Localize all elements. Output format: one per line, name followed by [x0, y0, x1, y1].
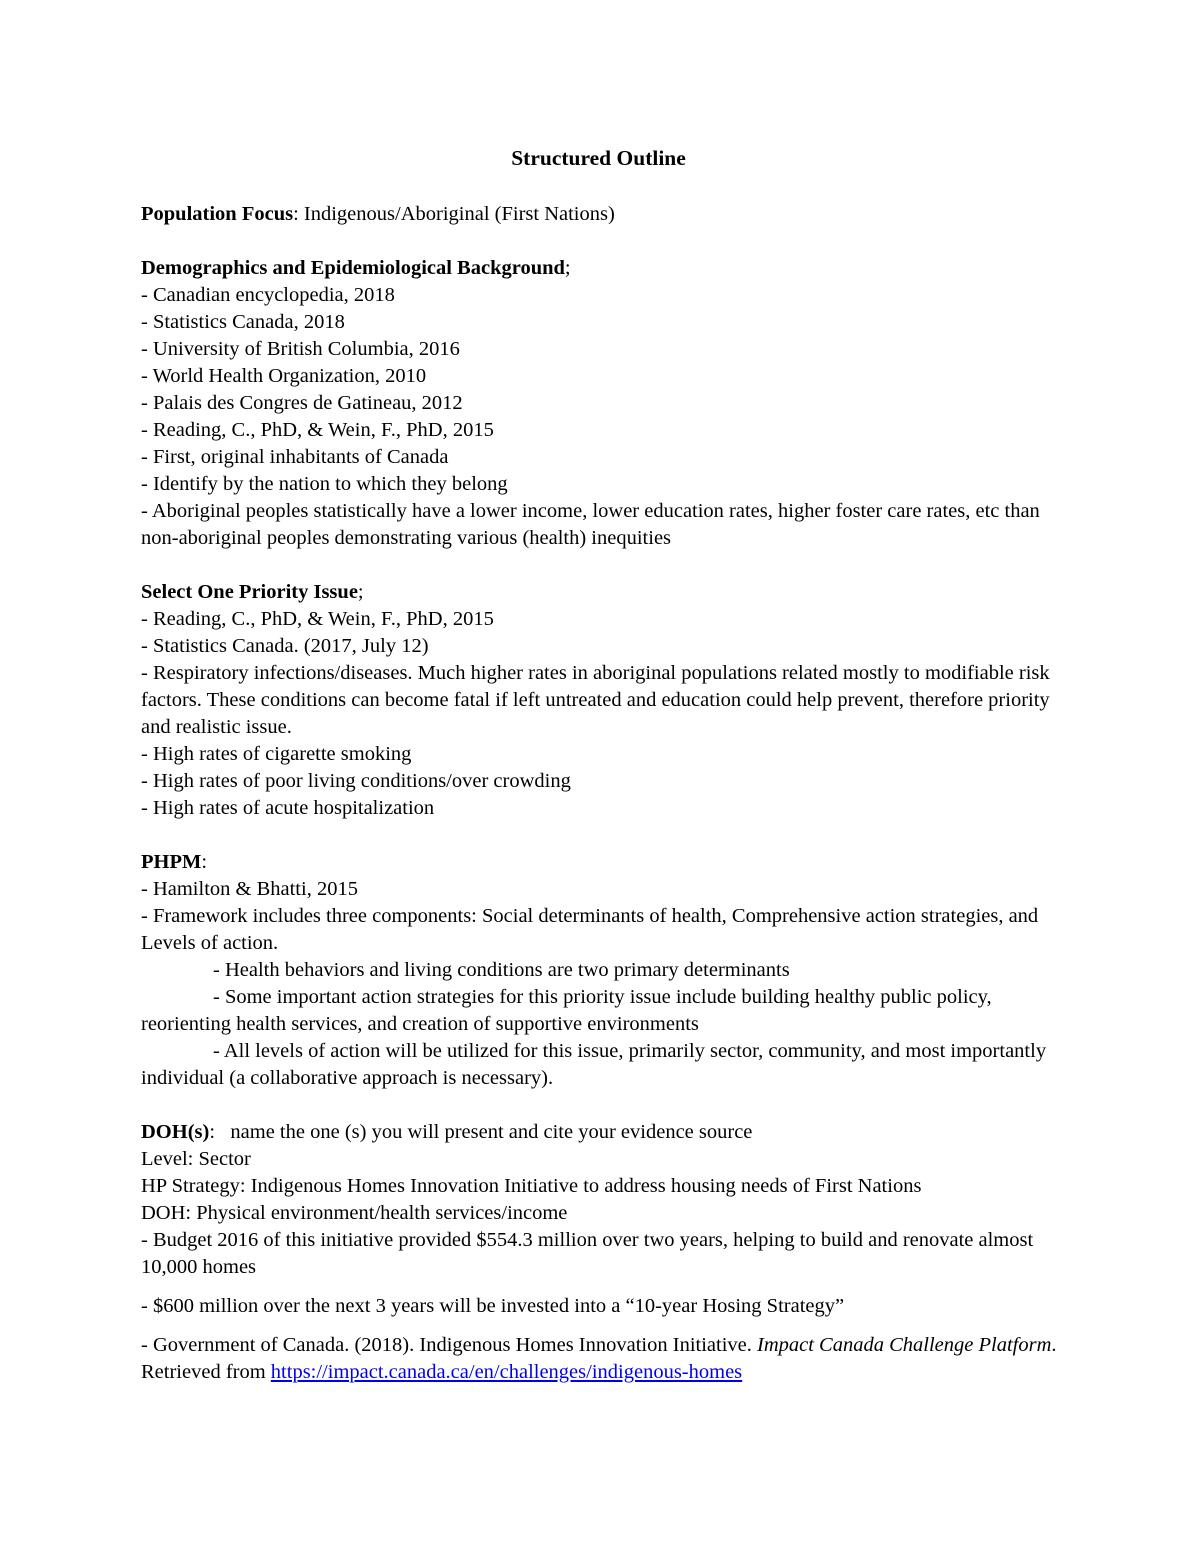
list-item: - Framework includes three components: Social determinants of health, Comprehensive action strategies, and Levels of action. — [141, 905, 1039, 954]
sub-list-item: - Health behaviors and living conditions are two primary determinants — [213, 959, 790, 981]
document-page — [141, 142, 1061, 1386]
sub-list-item: - All levels of action will be utilized for this issue, primarily sector, community, and most importantly individual (a collaborative approach is necessary). — [141, 1040, 1047, 1089]
document-title: Structured Outline — [511, 146, 686, 170]
population-focus: Population Focus: Indigenous/Aboriginal (First Nations) — [141, 203, 615, 225]
demographics-heading: Demographics and Epidemiological Background; — [141, 257, 571, 279]
doh-heading: DOH(s): name the one (s) you will present and cite your evidence source — [141, 1121, 753, 1143]
doh-prompt: name the one (s) you will present and cite your evidence source — [215, 1121, 753, 1143]
list-item: - Respiratory infections/diseases. Much higher rates in aboriginal populations related mostly to modifiable risk factors. These conditions can become fatal if left untreated and education could help prevent, therefore priority and realistic issue. — [141, 662, 1050, 738]
list-item: - Palais des Congres de Gatineau, 2012 — [141, 392, 463, 414]
demographics-list — [141, 282, 1061, 552]
list-item: - $600 million over the next 3 years will be invested into a “10-year Hosing Strategy” — [141, 1295, 845, 1317]
list-item: - Identify by the nation to which they belong — [141, 473, 508, 495]
doh-level: Level: Sector — [141, 1148, 251, 1170]
priority-list — [141, 606, 1061, 822]
citation-journal: Impact Canada Challenge Platform — [757, 1334, 1052, 1356]
list-item: - First, original inhabitants of Canada — [141, 446, 449, 468]
list-item: - Canadian encyclopedia, 2018 — [141, 284, 395, 306]
doh-determinants: DOH: Physical environment/health services/income — [141, 1202, 568, 1224]
list-item: - World Health Organization, 2010 — [141, 365, 427, 387]
list-item: - Reading, C., PhD, & Wein, F., PhD, 2015 — [141, 608, 494, 630]
list-item: - High rates of acute hospitalization — [141, 797, 435, 819]
citation: - Government of Canada. (2018). Indigenous Homes Innovation Initiative. Impact Canada Challenge Platform. Retrieved from https://impact.canada.ca/en/challenges/indigenous-homes — [141, 1334, 1057, 1383]
phpm-list — [141, 876, 1061, 1092]
priority-heading: Select One Priority Issue; — [141, 581, 364, 603]
sub-list-item: - Some important action strategies for this priority issue include building healthy public policy, reorienting health services, and creation of supportive environments — [141, 986, 992, 1035]
list-item: - High rates of poor living conditions/over crowding — [141, 770, 571, 792]
citation-link[interactable]: https://impact.canada.ca/en/challenges/indigenous-homes — [270, 1361, 743, 1383]
list-item: - High rates of cigarette smoking — [141, 743, 412, 765]
population-focus-value: Indigenous/Aboriginal (First Nations) — [298, 203, 615, 225]
phpm-heading: PHPM: — [141, 851, 208, 873]
doh-lines — [141, 1146, 1061, 1281]
list-item: - Reading, C., PhD, & Wein, F., PhD, 2015 — [141, 419, 494, 441]
list-item: - Aboriginal peoples statistically have a lower income, lower education rates, higher foster care rates, etc than non-aboriginal peoples demonstrating various (health) inequities — [141, 500, 1040, 549]
list-item: - Statistics Canada, 2018 — [141, 311, 345, 333]
doh-hp-strategy: HP Strategy: Indigenous Homes Innovation Initiative to address housing needs of First Nations — [141, 1175, 922, 1197]
list-item: - Budget 2016 of this initiative provided $554.3 million over two years, helping to build and renovate almost 10,000 homes — [141, 1229, 1034, 1278]
list-item: - University of British Columbia, 2016 — [141, 338, 460, 360]
population-focus-label: Population Focus — [141, 203, 294, 225]
list-item: - Hamilton & Bhatti, 2015 — [141, 878, 358, 900]
list-item: - Statistics Canada. (2017, July 12) — [141, 635, 429, 657]
